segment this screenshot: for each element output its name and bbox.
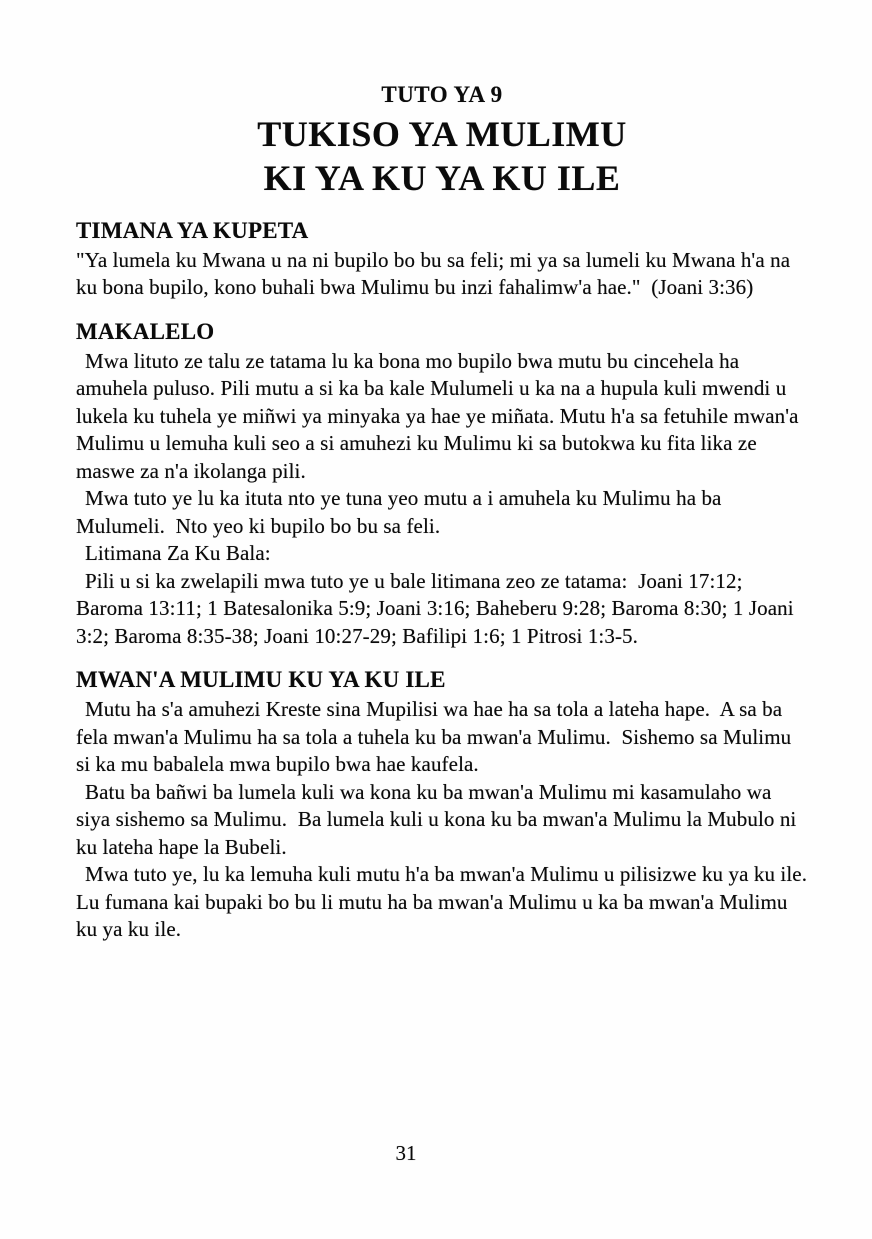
document-title-line-2: KI YA KU YA KU ILE: [263, 158, 621, 199]
page-content: [76, 82, 818, 944]
paragraph: Mwa lituto ze talu ze tatama lu ka bona mo bupilo bwa mutu bu cincehela ha amuhela puluso. Pili mutu a si ka ba kale Mulumeli u ka na a hupula kuli mwendi u lukela ku tuhela ye miñwi ya minyaka ya hae ye miñata. Mutu h'a sa fetuhile mwan'a Mulimu u lemuha kuli seo a si amuhezi ku Mulimu ki sa butokwa ku fita lika ze maswe za n'a ikolanga pili.: [76, 348, 804, 483]
lesson-label: TUTO YA 9: [381, 82, 503, 107]
section-heading: MWAN'A MULIMU KU YA KU ILE: [76, 667, 446, 693]
section-paragraphs: [76, 348, 808, 651]
paragraph: Batu ba bañwi ba lumela kuli wa kona ku ba mwan'a Mulimu mi kasamulaho wa siya sishemo sa Mulimu. Ba lumela kuli u kona ku ba mwan'a Mulimu la Mubulo ni ku lateha hape la Bubeli.: [76, 779, 802, 859]
document-title-line-1: TUKISO YA MULIMU: [257, 114, 627, 154]
paragraph: "Ya lumela ku Mwana u na ni bupilo bo bu sa feli; mi ya sa lumeli ku Mwana h'a na ku bona bupilo, kono buhali bwa Mulimu bu inzi fahalimw'a hae." (Joani 3:36): [76, 247, 796, 300]
page-number: 31: [395, 1141, 417, 1165]
sections: [76, 217, 818, 944]
paragraph: Pili u si ka zwelapili mwa tuto ye u bale litimana zeo ze tatama: Joani 17:12; Baroma 13:11; 1 Batesalonika 5:9; Joani 3:16; Baheberu 9:28; Baroma 8:30; 1 Joani 3:2; Baroma 8:35-38; Joani 10:27-29; Bafilipi 1:6; 1 Pitrosi 1:3-5.: [76, 568, 800, 648]
paragraph: Mwa tuto ye, lu ka lemuha kuli mutu h'a ba mwan'a Mulimu u pilisizwe ku ya ku ile. Lu fumana kai bupaki bo bu li mutu ha ba mwan'a Mulimu u ka ba mwan'a Mulimu ku ya ku ile.: [76, 862, 818, 942]
document-section: [76, 218, 808, 302]
paragraph: Litimana Za Ku Bala:: [85, 541, 271, 566]
document-section: [76, 319, 808, 651]
section-heading: MAKALELO: [76, 318, 215, 344]
section-paragraphs: [76, 247, 808, 302]
section-paragraphs: [76, 696, 818, 944]
section-heading: TIMANA YA KUPETA: [76, 217, 309, 243]
document-title: [76, 112, 808, 201]
paragraph: Mutu ha s'a amuhezi Kreste sina Mupilisi wa hae ha sa tola a lateha hape. A sa ba fela mwan'a Mulimu ha sa tola a tuhela ku ba mwan'a Mulimu. Sishemo sa Mulimu si ka mu babalela mwa bupilo bwa hae kaufela.: [76, 697, 797, 777]
paragraph: Mwa tuto ye lu ka ituta nto ye tuna yeo mutu a i amuhela ku Mulimu ha ba Mulumeli. Nto yeo ki bupilo bo bu sa feli.: [76, 486, 727, 538]
document-section: [76, 667, 818, 944]
